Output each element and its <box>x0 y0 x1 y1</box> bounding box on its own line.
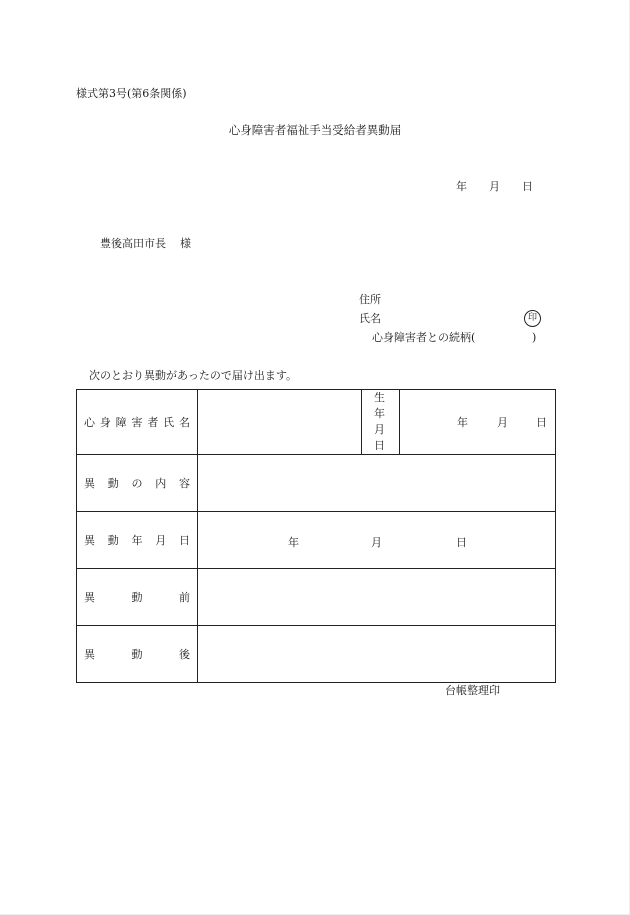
row-label-char: 異 <box>84 477 95 490</box>
dob-field[interactable] <box>400 390 556 455</box>
change-month-label: 月 <box>371 536 382 549</box>
addressee-name: 豊後高田市長 <box>100 237 166 250</box>
person-name-field[interactable] <box>198 390 362 455</box>
row-label-char: 者 <box>147 416 159 429</box>
seal-icon: 印 <box>524 310 541 327</box>
table-row <box>77 512 556 569</box>
row-label-person-name <box>77 390 198 455</box>
row-label-change-content <box>77 455 198 512</box>
dob-label-line1: 生 年 <box>374 391 389 420</box>
date-day-label: 日 <box>522 180 533 193</box>
row-label-char: の <box>131 477 143 490</box>
row-label-after-change <box>77 626 198 683</box>
ledger-seal-label: 台帳整理印 <box>445 684 500 697</box>
row-label-char: 後 <box>179 648 190 661</box>
addressee-honorific: 様 <box>180 237 191 250</box>
table-row <box>77 626 556 683</box>
change-day-label: 日 <box>456 536 467 549</box>
dob-year-label: 年 <box>457 416 468 429</box>
relation-close-paren: ) <box>532 331 537 344</box>
row-label-char: 異 <box>84 534 95 547</box>
name-label: 氏名 <box>359 312 381 325</box>
table-row <box>77 455 556 512</box>
row-label-char: 動 <box>107 477 119 490</box>
row-label-char: 異 <box>84 591 95 604</box>
row-label-char: 年 <box>131 534 143 547</box>
table-row <box>77 390 556 455</box>
before-change-field[interactable] <box>198 569 556 626</box>
dob-label <box>362 390 400 455</box>
dob-label-line2: 月 日 <box>374 423 389 452</box>
row-label-char: 心 <box>84 416 95 429</box>
row-label-change-date <box>77 512 198 569</box>
row-label-char: 氏 <box>163 416 175 429</box>
row-label-char: 障 <box>115 416 127 429</box>
intro-text: 次のとおり異動があったので届け出ます。 <box>89 369 298 382</box>
address-label: 住所 <box>359 293 381 306</box>
row-label-char: 異 <box>84 648 95 661</box>
row-label-char: 害 <box>131 416 143 429</box>
change-year-label: 年 <box>288 536 299 549</box>
row-label-char: 身 <box>99 416 111 429</box>
notification-table <box>76 389 556 683</box>
row-label-char: 名 <box>178 416 190 429</box>
addressee <box>100 238 191 249</box>
submission-date[interactable] <box>456 181 533 192</box>
date-month-label: 月 <box>489 180 500 193</box>
relation-label: 心身障害者との続柄( <box>372 331 476 344</box>
table-row <box>77 569 556 626</box>
dob-day-label: 日 <box>536 416 547 429</box>
form-number: 様式第3号(第6条関係) <box>76 87 187 100</box>
after-change-field[interactable] <box>198 626 556 683</box>
row-label-before-change <box>77 569 198 626</box>
date-year-label: 年 <box>456 180 467 193</box>
row-label-char: 内 <box>155 477 167 490</box>
row-label-char: 動 <box>131 648 143 661</box>
document-title: 心身障害者福祉手当受給者異動届 <box>228 123 402 137</box>
row-label-char: 動 <box>107 534 119 547</box>
row-label-char: 容 <box>179 477 190 490</box>
row-label-char: 動 <box>131 591 143 604</box>
row-label-char: 月 <box>155 534 167 547</box>
row-label-char: 前 <box>179 591 190 604</box>
change-date-field[interactable] <box>198 512 556 569</box>
dob-month-label: 月 <box>497 416 508 429</box>
row-label-char: 日 <box>179 534 190 547</box>
change-content-field[interactable] <box>198 455 556 512</box>
